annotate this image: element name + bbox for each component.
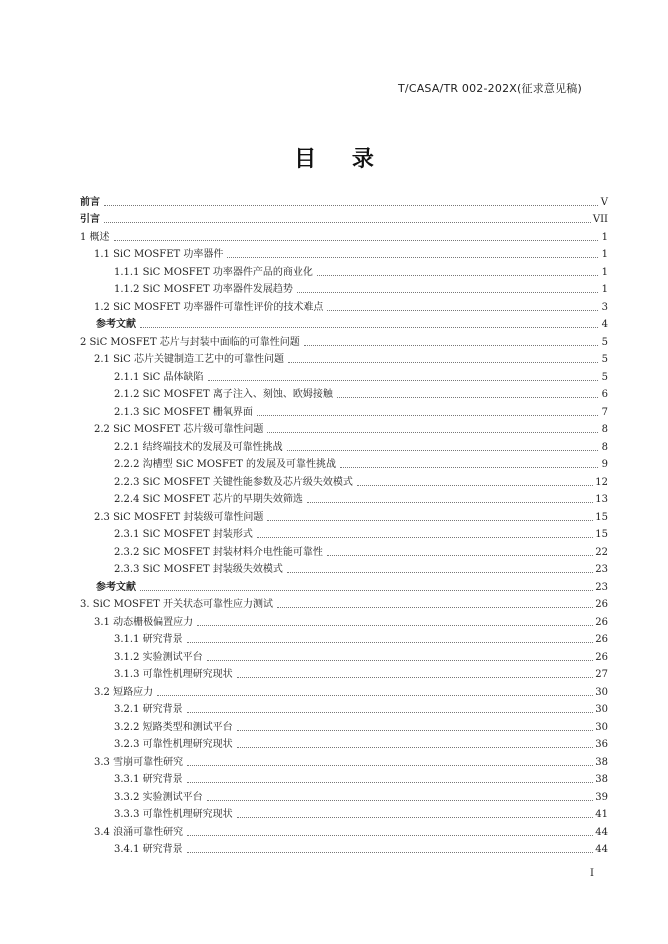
toc-leader-dots <box>297 291 598 293</box>
toc-entry[interactable] <box>80 751 608 769</box>
table-of-contents <box>80 191 608 856</box>
toc-leader-dots <box>104 204 598 206</box>
toc-entry-label: 2.2.1 结终端技术的发展及可靠性挑战 <box>114 441 283 453</box>
toc-entry-label: 2.3.2 SiC MOSFET 封装材料介电性能可靠性 <box>114 546 323 558</box>
toc-entry-page: 27 <box>595 669 608 680</box>
toc-entry-page: 36 <box>595 739 608 750</box>
toc-entry-page: V <box>600 196 608 208</box>
toc-entry-label: 3.2 短路应力 <box>94 686 154 698</box>
toc-entry[interactable] <box>80 699 608 717</box>
toc-leader-dots <box>237 746 594 748</box>
toc-entry-page: 44 <box>595 844 608 855</box>
document-code-header: T/CASA/TR 002-202X(征求意见稿) <box>398 82 582 95</box>
toc-entry-page: 22 <box>595 546 608 558</box>
toc-entry[interactable] <box>80 436 608 454</box>
toc-entry-page: 26 <box>595 616 608 628</box>
toc-entry-label: 3.2.3 可靠性机理研究现状 <box>114 739 233 750</box>
toc-entry[interactable] <box>80 401 608 419</box>
toc-entry-page: 38 <box>595 774 608 785</box>
toc-entry-page: 30 <box>595 721 608 733</box>
toc-leader-dots <box>187 764 593 766</box>
toc-entry-label: 1.2 SiC MOSFET 功率器件可靠性评价的技术难点 <box>94 301 324 313</box>
toc-entry[interactable] <box>80 576 608 594</box>
toc-leader-dots <box>287 449 598 451</box>
toc-leader-dots <box>237 816 594 818</box>
toc-entry[interactable] <box>80 471 608 489</box>
toc-entry-label: 2.1.2 SiC MOSFET 离子注入、刻蚀、欧姆接触 <box>114 389 333 400</box>
toc-entry-page: 26 <box>595 651 608 663</box>
toc-entry-page: 15 <box>595 529 608 540</box>
toc-entry-label: 3.2.1 研究背景 <box>114 704 183 715</box>
toc-leader-dots <box>237 676 594 678</box>
toc-leader-dots <box>227 256 598 258</box>
toc-entry[interactable] <box>80 681 608 699</box>
toc-entry-page: 8 <box>601 441 608 453</box>
toc-entry-page: 1 <box>601 249 608 260</box>
toc-entry[interactable] <box>80 594 608 612</box>
toc-entry[interactable] <box>80 664 608 682</box>
toc-entry[interactable] <box>80 611 608 629</box>
toc-entry-page: 6 <box>601 389 608 400</box>
toc-entry-label: 2.2.4 SiC MOSFET 芯片的早期失效筛选 <box>114 494 303 505</box>
toc-leader-dots <box>277 606 593 608</box>
toc-leader-dots <box>307 501 593 503</box>
toc-entry[interactable] <box>80 804 608 822</box>
toc-entry-label: 2.3.1 SiC MOSFET 封装形式 <box>114 529 253 540</box>
toc-leader-dots <box>267 519 593 521</box>
toc-entry-label: 3.3.1 研究背景 <box>114 774 183 785</box>
toc-entry-page: 5 <box>601 354 608 365</box>
toc-leader-dots <box>287 571 593 573</box>
toc-leader-dots <box>197 624 593 626</box>
toc-entry-page: 5 <box>601 336 608 348</box>
title-char-1: 目 <box>294 147 317 172</box>
toc-leader-dots <box>187 834 593 836</box>
toc-entry-label: 1.1.1 SiC MOSFET 功率器件产品的商业化 <box>114 266 313 278</box>
toc-entry[interactable] <box>80 314 608 332</box>
toc-leader-dots <box>304 344 598 346</box>
toc-entry[interactable] <box>80 349 608 367</box>
toc-leader-dots <box>207 659 594 661</box>
toc-entry-label: 3. SiC MOSFET 开关状态可靠性应力测试 <box>80 599 273 610</box>
toc-entry-label: 2 SiC MOSFET 芯片与封装中面临的可靠性问题 <box>80 336 300 348</box>
toc-entry-page: 30 <box>595 704 608 715</box>
toc-entry-label: 3.3.3 可靠性机理研究现状 <box>114 809 233 820</box>
toc-entry[interactable] <box>80 839 608 857</box>
toc-entry-label: 2.2.2 沟槽型 SiC MOSFET 的发展及可靠性挑战 <box>114 459 337 470</box>
toc-entry-page: 39 <box>595 791 608 803</box>
toc-entry-label: 2.3.3 SiC MOSFET 封装级失效模式 <box>114 564 283 575</box>
toc-entry-page: 3 <box>601 301 608 313</box>
toc-entry[interactable] <box>80 279 608 297</box>
toc-entry[interactable] <box>80 226 608 244</box>
toc-entry[interactable] <box>80 821 608 839</box>
toc-entry[interactable] <box>80 559 608 577</box>
toc-entry-page: 4 <box>601 319 608 330</box>
page-number: I <box>590 868 594 879</box>
toc-entry-page: 1 <box>601 284 608 295</box>
toc-entry-label: 3.3.2 实验测试平台 <box>114 791 203 803</box>
toc-leader-dots <box>187 641 594 643</box>
toc-entry-page: 1 <box>601 266 608 278</box>
toc-entry-label: 3.3 雪崩可靠性研究 <box>94 756 184 768</box>
toc-entry-label: 3.1 动态栅极偏置应力 <box>94 616 194 628</box>
toc-entry[interactable] <box>80 331 608 349</box>
toc-entry-page: 44 <box>595 826 608 838</box>
toc-leader-dots <box>327 309 598 311</box>
toc-entry-label: 3.4.1 研究背景 <box>114 844 183 855</box>
toc-entry-page: VII <box>592 214 608 225</box>
toc-entry-page: 41 <box>595 809 608 820</box>
toc-leader-dots <box>327 554 593 556</box>
toc-leader-dots <box>208 379 598 381</box>
toc-entry[interactable] <box>80 786 608 804</box>
toc-leader-dots <box>187 711 594 713</box>
title-char-2: 录 <box>351 147 374 172</box>
toc-leader-dots <box>207 799 594 801</box>
toc-leader-dots <box>140 589 593 591</box>
toc-entry-label: 参考文献 <box>96 319 136 330</box>
toc-leader-dots <box>257 536 593 538</box>
toc-leader-dots <box>288 361 598 363</box>
toc-entry[interactable] <box>80 769 608 787</box>
toc-entry-label: 2.1.1 SiC 晶体缺陷 <box>114 371 204 383</box>
toc-entry-label: 3.2.2 短路类型和测试平台 <box>114 721 233 733</box>
page-title <box>0 142 668 173</box>
toc-entry-label: 引言 <box>80 214 100 225</box>
toc-leader-dots <box>267 431 598 433</box>
toc-entry-label: 2.1 SiC 芯片关键制造工艺中的可靠性问题 <box>94 354 284 365</box>
toc-entry-label: 3.1.2 实验测试平台 <box>114 651 203 663</box>
toc-entry[interactable] <box>80 524 608 542</box>
toc-leader-dots <box>257 414 598 416</box>
toc-entry-label: 2.3 SiC MOSFET 封装级可靠性问题 <box>94 511 264 523</box>
toc-entry[interactable] <box>80 716 608 734</box>
toc-entry[interactable] <box>80 646 608 664</box>
toc-leader-dots <box>337 396 598 398</box>
toc-leader-dots <box>157 694 593 696</box>
toc-entry[interactable] <box>80 419 608 437</box>
toc-entry-label: 2.2.3 SiC MOSFET 关键性能参数及芯片级失效模式 <box>114 476 353 488</box>
toc-entry-label: 1.1.2 SiC MOSFET 功率器件发展趋势 <box>114 284 293 295</box>
toc-entry[interactable] <box>80 489 608 507</box>
toc-entry[interactable] <box>80 191 608 209</box>
toc-entry-label: 3.4 浪涌可靠性研究 <box>94 826 184 838</box>
toc-entry-page: 23 <box>595 564 608 575</box>
toc-entry-label: 3.1.1 研究背景 <box>114 634 183 645</box>
toc-entry[interactable] <box>80 384 608 402</box>
toc-entry-label: 参考文献 <box>96 581 136 593</box>
toc-leader-dots <box>104 221 591 223</box>
toc-leader-dots <box>187 851 594 853</box>
toc-entry[interactable] <box>80 541 608 559</box>
toc-entry-label: 2.1.3 SiC MOSFET 栅氧界面 <box>114 406 253 418</box>
toc-entry-label: 前言 <box>80 196 100 208</box>
toc-entry[interactable] <box>80 366 608 384</box>
toc-entry-page: 13 <box>595 494 608 505</box>
toc-leader-dots <box>237 729 594 731</box>
toc-entry-page: 7 <box>601 406 608 418</box>
toc-entry[interactable] <box>80 261 608 279</box>
toc-entry-page: 23 <box>595 581 608 593</box>
toc-entry-page: 5 <box>601 371 608 383</box>
toc-entry[interactable] <box>80 244 608 262</box>
toc-entry[interactable] <box>80 296 608 314</box>
toc-entry[interactable] <box>80 209 608 227</box>
toc-entry-page: 26 <box>595 599 608 610</box>
toc-entry-page: 26 <box>595 634 608 645</box>
toc-entry[interactable] <box>80 454 608 472</box>
toc-entry[interactable] <box>80 506 608 524</box>
toc-entry-page: 9 <box>601 459 608 470</box>
toc-entry-page: 12 <box>595 476 608 488</box>
toc-entry-page: 1 <box>601 231 608 243</box>
toc-entry[interactable] <box>80 734 608 752</box>
toc-entry-page: 15 <box>595 511 608 523</box>
toc-entry[interactable] <box>80 629 608 647</box>
toc-entry-label: 3.1.3 可靠性机理研究现状 <box>114 669 233 680</box>
toc-leader-dots <box>114 239 598 241</box>
toc-leader-dots <box>340 466 598 468</box>
toc-entry-label: 1.1 SiC MOSFET 功率器件 <box>94 249 224 260</box>
toc-entry-label: 2.2 SiC MOSFET 芯片级可靠性问题 <box>94 424 264 435</box>
toc-entry-page: 30 <box>595 686 608 698</box>
toc-leader-dots <box>357 484 593 486</box>
toc-entry-page: 8 <box>601 424 608 435</box>
toc-leader-dots <box>187 781 594 783</box>
toc-leader-dots <box>317 274 598 276</box>
toc-entry-label: 1 概述 <box>80 231 110 243</box>
toc-entry-page: 38 <box>595 756 608 768</box>
toc-leader-dots <box>140 326 598 328</box>
